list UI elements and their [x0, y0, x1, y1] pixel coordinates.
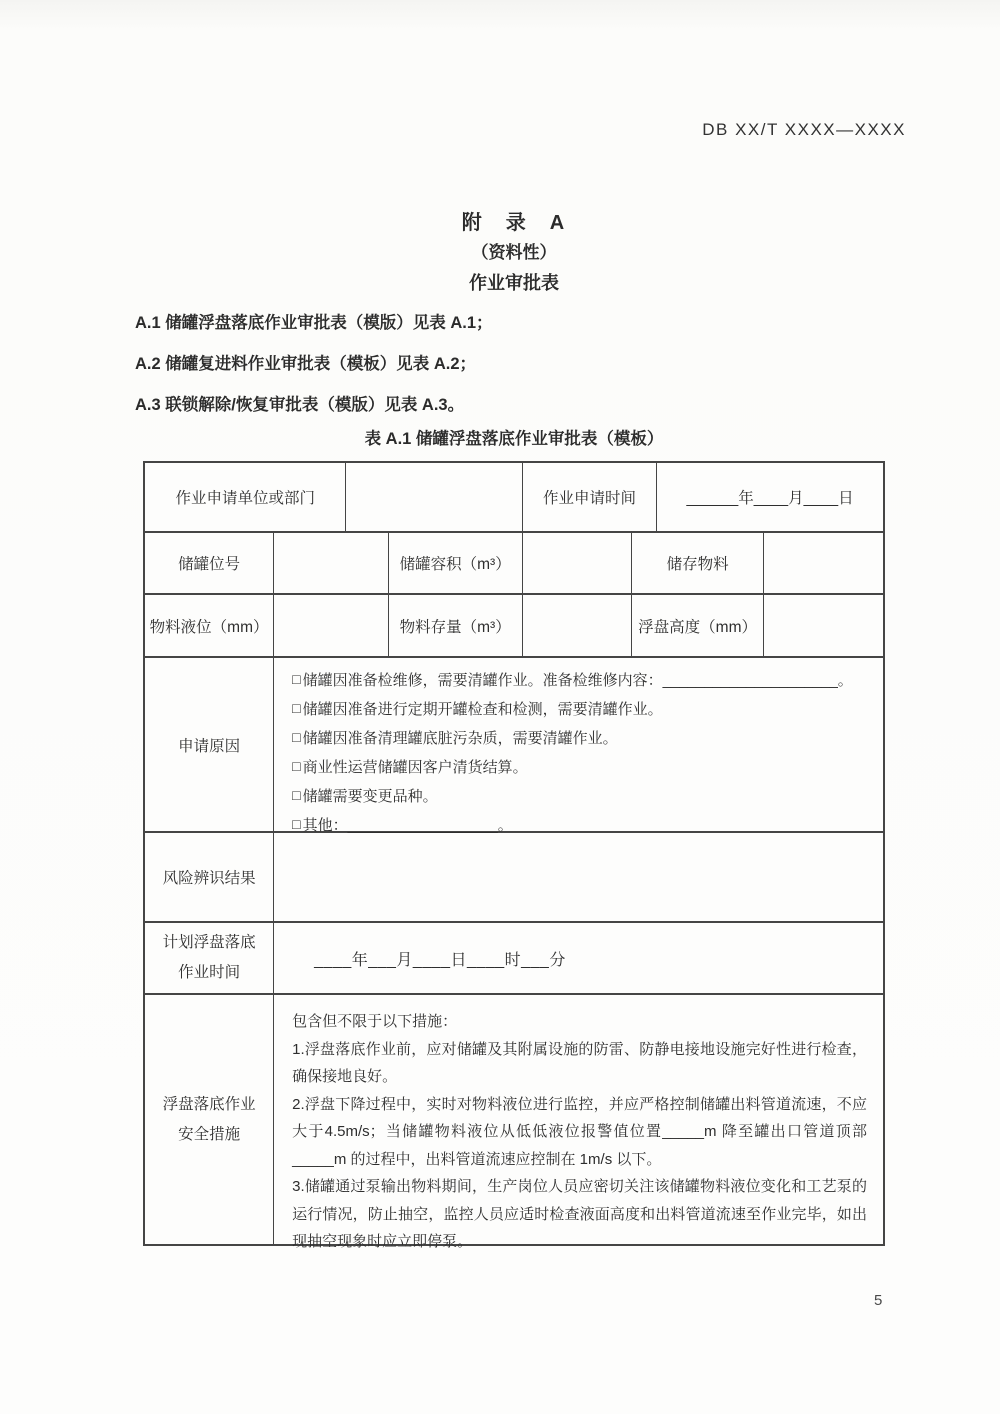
- reason-item: [292, 724, 617, 753]
- cell-request-unit-value: [346, 463, 522, 531]
- reason-text: 储罐需要变更品种。: [302, 788, 438, 805]
- table-caption: 表 A.1 储罐浮盘落底作业审批表（模板）: [364, 430, 664, 448]
- checkbox-icon: □: [292, 729, 301, 745]
- table-row-safety: [145, 995, 883, 1250]
- cell-reasons-label: 申请原因: [145, 658, 274, 831]
- cell-stored-material-value: [764, 533, 883, 593]
- table-row-request: [145, 463, 883, 533]
- reason-text: 商业性运营储罐因客户清货结算。: [302, 759, 528, 776]
- cell-risk-value: [274, 833, 883, 921]
- cell-material-level-value: [274, 595, 388, 656]
- cell-material-level-label: 物料液位（mm）: [145, 595, 274, 656]
- cell-safety-content: [274, 995, 883, 1250]
- cell-risk-label: 风险辨识结果: [145, 833, 274, 921]
- intro-item-a3: A.3 联锁解除/恢复审批表（模版）见表 A.3。: [135, 396, 465, 414]
- checkbox-icon: □: [292, 816, 301, 832]
- cell-tank-position-label: 储罐位号: [145, 533, 274, 593]
- safety-label-line1: 浮盘落底作业: [162, 1095, 256, 1113]
- cell-float-height-label: 浮盘高度（mm）: [632, 595, 764, 656]
- cell-tank-volume-value: [523, 533, 632, 593]
- appendix-subtitle-form: 作业审批表: [469, 273, 559, 293]
- approval-form-table: [143, 461, 885, 1250]
- cell-reasons-content: [274, 658, 883, 834]
- cell-float-height-value: [764, 595, 883, 656]
- reason-text: 其他：__________________。: [302, 817, 513, 834]
- checkbox-icon: □: [292, 758, 301, 774]
- cell-safety-label: [145, 995, 274, 1244]
- safety-measure-2: 2.浮盘下降过程中，实时对物料液位进行监控，并应严格控制储罐出料管道流速，不应大于4.5m/s；当储罐物料液位从低低液位报警值位置_____m 降至罐出口管道顶部_____m 的过程中，出料管道流速应控制在 1m/s 以下。: [292, 1095, 867, 1168]
- plan-label-line1: 计划浮盘落底: [162, 934, 256, 951]
- checkbox-icon: □: [292, 787, 301, 803]
- checkbox-icon: □: [292, 671, 301, 687]
- cell-tank-volume-label: 储罐容积（m³）: [389, 533, 523, 593]
- reason-text: 储罐因准备清理罐底脏污杂质，需要清罐作业。: [302, 730, 618, 747]
- cell-material-quantity-value: [523, 595, 632, 656]
- appendix-title: 附 录 A: [461, 212, 567, 234]
- table-row-reasons: [145, 658, 883, 833]
- intro-item-a2: A.2 储罐复进料作业审批表（模板）见表 A.2；: [135, 355, 477, 373]
- intro-list: [135, 303, 905, 426]
- reason-text: 储罐因准备检维修，需要清罐作业。准备检维修内容：_____________________。: [302, 672, 853, 689]
- safety-measure-3: 3.储罐通过泵输出物料期间，生产岗位人员应密切关注该储罐物料液位变化和工艺泵的运行情况，防止抽空，监控人员应适时检查液面高度和出料管道流速至作业完毕，如出现抽空现象时应立即停泵。: [292, 1178, 867, 1250]
- page-number: 5: [874, 1292, 883, 1309]
- cell-stored-material-label: 储存物料: [632, 533, 764, 593]
- appendix-subtitle-informative: （资料性）: [471, 243, 557, 262]
- reason-item: [292, 782, 437, 811]
- table-row-tank: [145, 533, 883, 595]
- plan-label-line2: 作业时间: [178, 964, 241, 981]
- checkbox-icon: □: [292, 700, 301, 716]
- reason-item: [292, 695, 662, 724]
- cell-material-quantity-label: 物料存量（m³）: [389, 595, 523, 656]
- reason-item: [292, 666, 853, 695]
- cell-tank-position-value: [274, 533, 388, 593]
- table-row-level: [145, 595, 883, 658]
- cell-request-unit-label: 作业申请单位或部门: [145, 463, 346, 531]
- safety-intro: 包含但不限于以下措施：: [292, 1013, 458, 1030]
- reason-text: 储罐因准备进行定期开罐检查和检测，需要清罐作业。: [302, 701, 663, 718]
- safety-measure-1: 1.浮盘落底作业前，应对储罐及其附属设施的防雷、防静电接地设施完好性进行检查，确保接地良好。: [292, 1040, 867, 1085]
- cell-plan-time-label: [145, 923, 274, 993]
- doc-code-header: DB XX/T XXXX—XXXX: [702, 120, 906, 139]
- safety-label-line2: 安全措施: [178, 1125, 241, 1143]
- cell-request-time-label: 作业申请时间: [523, 463, 657, 531]
- cell-plan-time-value: ____年___月____日____时___分: [314, 951, 566, 969]
- reason-item: [292, 753, 527, 782]
- intro-item-a1: A.1 储罐浮盘落底作业审批表（模版）见表 A.1；: [135, 314, 493, 332]
- table-row-risk: [145, 833, 883, 923]
- cell-request-time-value: ______年____月____日: [686, 490, 854, 507]
- appendix-title-block: [143, 208, 885, 299]
- table-row-plan-time: [145, 923, 883, 995]
